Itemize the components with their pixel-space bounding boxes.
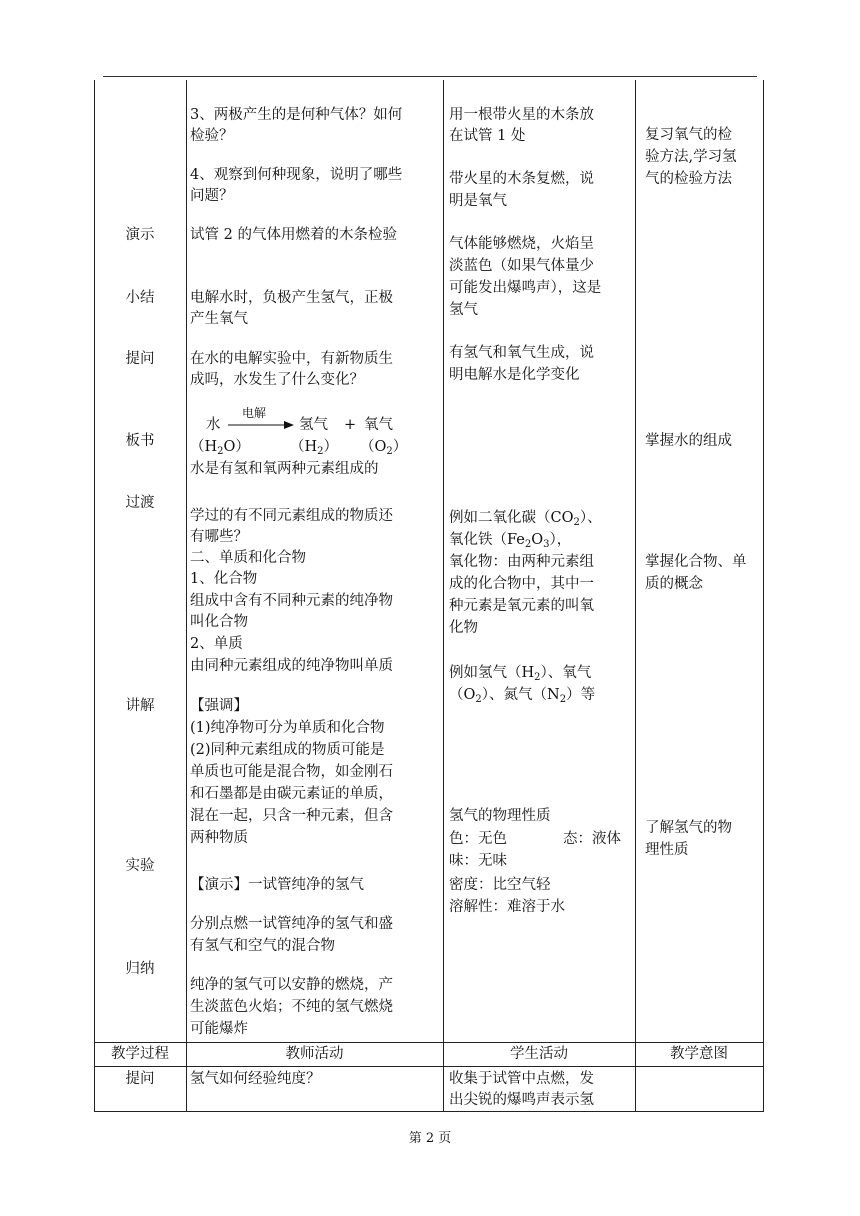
intent-3-line2: 质的概念 <box>645 576 703 592</box>
intent-4-line2: 理性质 <box>645 842 689 858</box>
header-intent: 教学意图 <box>670 1046 728 1062</box>
emphasis-point2-line1: (2)同种元素组成的物质可能是 <box>190 742 385 758</box>
student-a4-line1: 有氢气和氧气生成，说 <box>449 345 594 361</box>
process-label-question: 提问 <box>125 351 155 367</box>
phys-props-title: 氢气的物理性质 <box>449 808 551 824</box>
student-example-fe2o3: 氧化铁$(Fe_2O_3)$， <box>449 532 572 550</box>
last-row-teacher: 氢气如何经验纯度？ <box>190 1071 321 1087</box>
equation-oxygen: 氧气 <box>364 417 393 433</box>
experiment-line2: 有氢气和空气的混合物 <box>190 938 335 954</box>
emphasis-point2-line3: 和石墨都是由碳元素证的单质， <box>190 786 393 802</box>
formula-water: $(H_2O)$ <box>190 439 250 457</box>
conclusion-line3: 可能爆炸 <box>190 1021 248 1037</box>
process-label-experiment: 实验 <box>125 858 155 874</box>
header-teacher: 教师活动 <box>285 1046 344 1062</box>
student-a2-line2: 明是氧气 <box>449 193 507 209</box>
col-divider-1 <box>186 80 187 1112</box>
col-divider-2 <box>443 80 444 1112</box>
equation-condition: 电解 <box>242 406 267 420</box>
student-oxide-line3: 种元素是氧元素的叫氧 <box>449 598 594 614</box>
phys-prop-state: 态：液体 <box>563 831 621 847</box>
student-a3-line4: 氢气 <box>449 302 478 318</box>
page-header-rule <box>103 76 757 77</box>
teacher-demo: 试管 2 的气体用燃着的木条检验 <box>190 227 397 243</box>
teacher-transition-line2: 有哪些？ <box>190 529 248 545</box>
intent-4-line1: 了解氢气的物 <box>645 820 732 836</box>
teacher-board-line: 水是有氢和氧两种元素组成的 <box>190 461 379 477</box>
header-student: 学生活动 <box>510 1046 568 1062</box>
row-divider-header-bottom <box>94 1066 764 1067</box>
page-footer: 第 2 页 <box>408 1131 452 1146</box>
student-a3-line2: 淡蓝色（如果气体量少 <box>449 258 594 274</box>
equation-arrow-icon <box>228 420 294 430</box>
experiment-title: 【演示】一试管纯净的氢气 <box>190 877 364 893</box>
teacher-q3-line2: 检验？ <box>190 128 234 144</box>
student-oxide-line1: 氧化物：由两种元素组 <box>449 554 594 570</box>
section-heading: 二、单质和化合物 <box>190 550 306 566</box>
phys-prop-smell: 味：无味 <box>449 853 507 869</box>
intent-3-line1: 掌握化合物、单 <box>645 554 747 570</box>
process-label-board: 板书 <box>125 433 155 449</box>
intent-1-line3: 气的检验方法 <box>645 171 732 187</box>
compound-heading: 1、化合物 <box>190 571 258 587</box>
student-a1-line2: 在试管 1 处 <box>449 128 526 144</box>
intent-2: 掌握水的组成 <box>645 433 732 449</box>
process-label-explain: 讲解 <box>125 698 155 714</box>
equation-plus: + <box>344 417 357 433</box>
student-example-co2: 例如二氧化碳$(CO_2)$、 <box>449 510 602 528</box>
conclusion-line1: 纯净的氢气可以安静的燃烧，产 <box>190 977 393 993</box>
experiment-line1: 分别点燃一试管纯净的氢气和盛 <box>190 916 393 932</box>
intent-1-line2: 验方法,学习氢 <box>645 149 737 165</box>
student-a3-line3: 可能发出爆鸣声），这是 <box>449 280 602 296</box>
student-element-example-line2: $(O_2)$、氮气$(N_2)$等 <box>449 687 596 705</box>
table-border-bottom <box>94 1111 764 1112</box>
student-a2-line1: 带火星的木条复燃，说 <box>449 171 594 187</box>
teacher-q4-line2: 问题？ <box>190 188 234 204</box>
intent-1-line1: 复习氧气的检 <box>645 127 732 143</box>
formula-oxygen: $(O_2)$ <box>360 439 408 457</box>
student-oxide-line2: 成的化合物中，其中一 <box>449 576 594 592</box>
formula-hydrogen: $(H_2)$ <box>290 439 339 457</box>
table-border-right <box>763 80 764 1112</box>
emphasis-point2-line2: 单质也可能是混合物，如金刚石 <box>190 764 393 780</box>
student-element-example-line1: 例如氢气$(H_2)$、氧气 <box>449 665 592 683</box>
teacher-ask-line2: 成吗，水发生了什么变化？ <box>190 372 364 388</box>
last-row-label: 提问 <box>125 1071 155 1087</box>
phys-prop-solubility: 溶解性：难溶于水 <box>449 899 565 915</box>
student-a4-line2: 明电解水是化学变化 <box>449 367 580 383</box>
last-row-student-line2: 出尖锐的爆鸣声表示氢 <box>449 1092 594 1108</box>
student-oxide-line4: 化物 <box>449 620 478 636</box>
emphasis-point2-line4: 混在一起，只含一种元素，但含 <box>190 808 393 824</box>
compound-def-line1: 组成中含有不同种元素的纯净物 <box>190 593 393 609</box>
compound-def-line2: 叫化合物 <box>190 614 248 630</box>
equation-water: 水 <box>206 417 221 433</box>
process-label-demo: 演示 <box>125 227 155 243</box>
emphasis-point2-line5: 两种物质 <box>190 830 248 846</box>
process-label-conclude: 归纳 <box>125 961 155 977</box>
header-process: 教学过程 <box>111 1046 169 1062</box>
teacher-transition-line1: 学过的有不同元素组成的物质还 <box>190 508 393 524</box>
lesson-table <box>94 80 764 1112</box>
student-a1-line1: 用一根带火星的木条放 <box>449 107 594 123</box>
teacher-summary-line2: 产生氧气 <box>190 311 248 327</box>
col-divider-3 <box>635 80 636 1112</box>
last-row-student-line1: 收集于试管中点燃，发 <box>449 1071 594 1087</box>
student-a3-line1: 气体能够燃烧，火焰呈 <box>449 236 594 252</box>
teacher-ask-line1: 在水的电解实验中，有新物质生 <box>190 351 393 367</box>
teacher-summary-line1: 电解水时，负极产生氢气，正极 <box>190 290 393 306</box>
process-label-summary: 小结 <box>125 290 155 306</box>
teacher-q4-line1: 4、观察到何种现象，说明了哪些 <box>190 167 403 183</box>
phys-prop-density: 密度：比空气轻 <box>449 877 551 893</box>
process-label-transition: 过渡 <box>125 495 155 511</box>
element-def: 由同种元素组成的纯净物叫单质 <box>190 658 393 674</box>
element-heading: 2、单质 <box>190 636 243 652</box>
phys-prop-color: 色：无色 <box>449 831 507 847</box>
emphasis-point1: (1)纯净物可分为单质和化合物 <box>190 720 385 736</box>
equation-hydrogen: 氢气 <box>299 417 328 433</box>
conclusion-line2: 生淡蓝色火焰；不纯的氢气燃烧 <box>190 999 393 1015</box>
emphasis-heading: 【强调】 <box>190 698 248 714</box>
teacher-q3-line1: 3、两极产生的是何种气体？如何 <box>190 107 403 123</box>
